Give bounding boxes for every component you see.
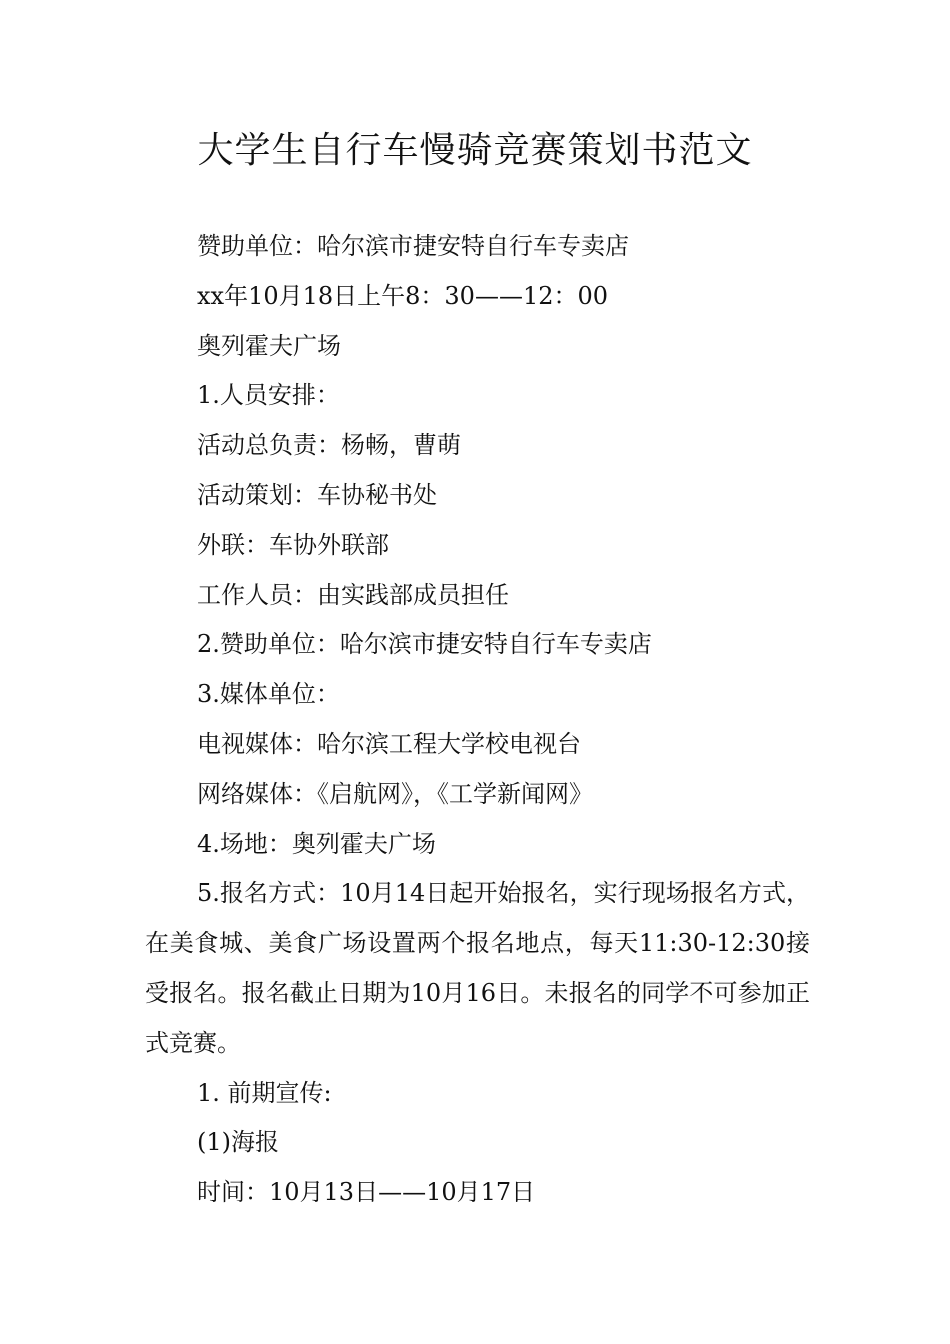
- paragraph-staffing-heading: 1.人员安排：: [197, 381, 340, 410]
- paragraph-publicity-heading: 1. 前期宣传:: [197, 1078, 332, 1107]
- paragraph-site: 4.场地：奥列霍夫广场: [197, 829, 436, 858]
- paragraph-general-manager: 活动总负责：杨畅，曹萌: [197, 431, 461, 460]
- paragraph-staff: 工作人员：由实践部成员担任: [197, 580, 509, 609]
- paragraph-online-media: 网络媒体：《启航网》，《工学新闻网》: [197, 779, 593, 808]
- paragraph-poster-time: 时间：10月13日——10月17日: [197, 1178, 536, 1207]
- paragraph-media-heading: 3.媒体单位：: [197, 680, 340, 709]
- paragraph-planning: 活动策划：车协秘书处: [197, 480, 437, 509]
- document-body: [145, 222, 810, 1218]
- paragraph-date-time: xx年10月18日上午8：30——12：00: [197, 281, 609, 310]
- paragraph-poster: (1)海报: [197, 1128, 279, 1157]
- paragraph-tv-media: 电视媒体：哈尔滨工程大学校电视台: [197, 729, 581, 758]
- paragraph-registration: 5.报名方式：10月14日起开始报名，实行现场报名方式，在美食城、美食广场设置两个报名地点，每天11:30-12:30接受报名。报名截止日期为10月16日。未报名的同学不可参加正式竞赛。: [145, 879, 810, 1057]
- paragraph-sponsor-numbered: 2.赞助单位：哈尔滨市捷安特自行车专卖店: [197, 630, 652, 659]
- paragraph-external-relations: 外联：车协外联部: [197, 530, 389, 559]
- paragraph-sponsor: 赞助单位：哈尔滨市捷安特自行车专卖店: [197, 232, 629, 260]
- paragraph-venue: 奥列霍夫广场: [197, 331, 341, 360]
- document-title: 大学生自行车慢骑竞赛策划书范文: [197, 130, 753, 171]
